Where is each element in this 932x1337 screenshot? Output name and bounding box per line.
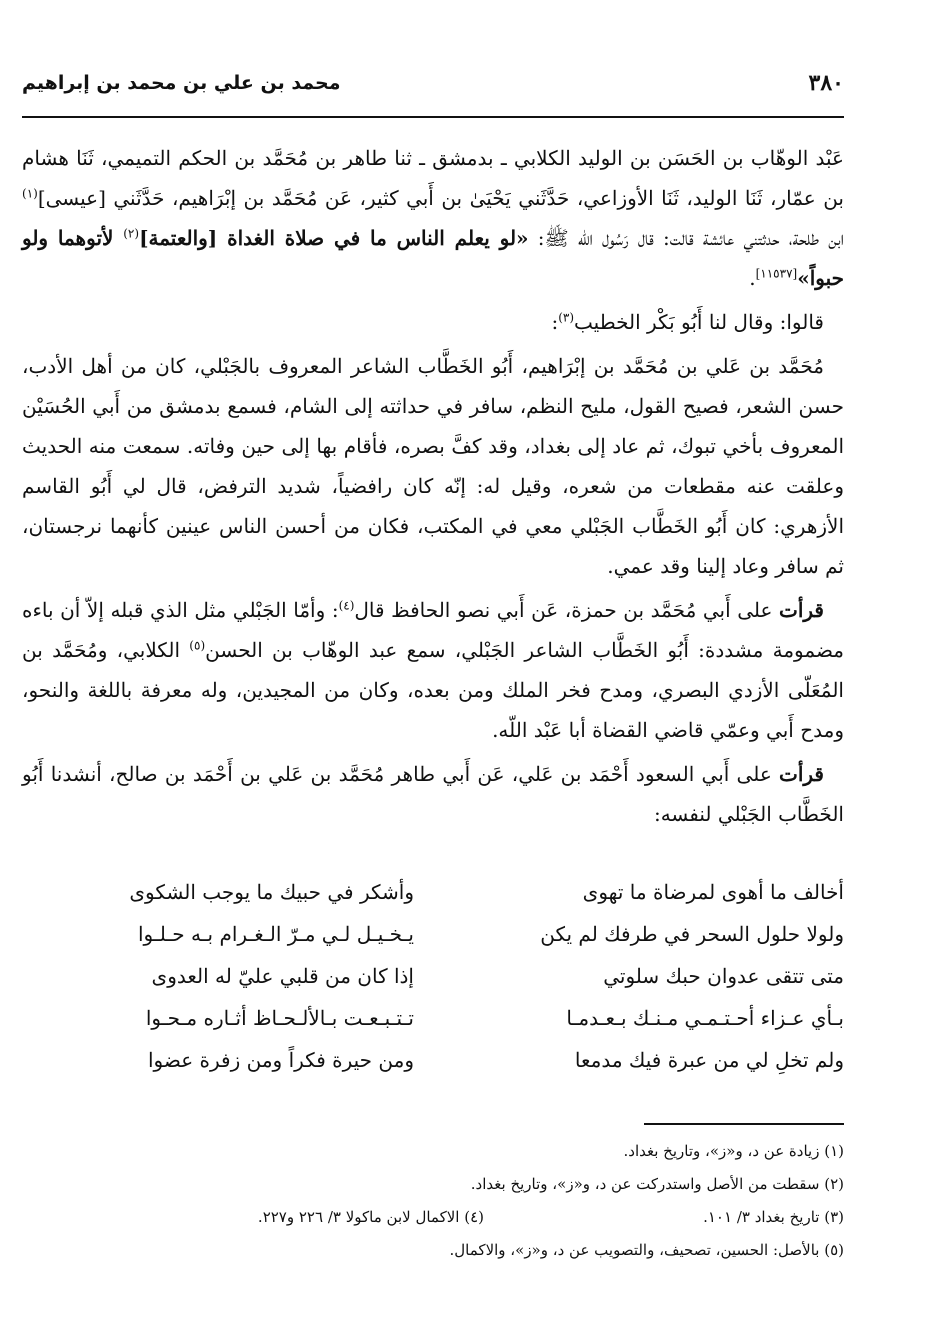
footnote-5: (٥) بالأصل: الحسين، تصحيف، والتصويب عن د، و«ز»، والاكمال. [449,1241,844,1259]
footnote-separator [644,1123,844,1125]
hemistich-second: ومن حيرة فكراً ومن زفرة عضوا [148,1048,414,1072]
paragraph-isnad: عَبْد الوهّاب بن الحَسَن بن الوليد الكلابي ـ بدمشق ـ ثنا طاهر بن مُحَمَّد بن الحكم التميمي، ثَنَا هشام بن عمّار، ثَنَا الوليد، ثَنَا الأوزاعي، حَدَّثَني يَحْيَىٰ بن أَبي كثير، عَن مُحَمَّد بن إبْرَاهيم، حَدَّثَني [عيسى]$^{(١)}$ ابن طلحة، حدثتني عائشة قالت: قال رَسُول الله ﷺ: «لو يعلم الناس ما في صلاة الغداة [والعتمة]$^{(٢)}$ لأتوهما ولو حبواً»[١١٥٣٧]. [22,146,844,290]
page-header [22,62,844,102]
header-rule [22,116,844,118]
footnote-1: (١) زيادة عن د، و«ز»، وتاريخ بغداد. [623,1142,844,1160]
hemistich-first: بـأي عـزاء أحـتـمـي مـنـك بـعـدمـا [566,1006,844,1030]
hemistich-second: يـخـيـل لـي مـرّ الـغـرام بـه حـلـوا [138,922,414,946]
footnote-ref-1: (١) [22,186,38,201]
hemistich-second: تـتـبـعـت بـالألـحـاظ أثـاره مـحـوا [145,1006,414,1030]
page-number: ٣٨٠ [808,70,844,96]
paragraph-poem-intro: قرأت على أَبي السعود أَحْمَد بن عَلي، عَن أَبي طاهر مُحَمَّد بن عَلي بن أَحْمَد بن صالح، أنشدنا أَبُو الخَطَّاب الجَبْلي لنفسه: [22,762,844,826]
hadith-number: [١١٥٣٧] [755,266,798,281]
paragraph-khatib: قالوا: وقال لنا أَبُو بَكْر الخطيب$^{(٣)}$: [551,310,824,334]
footnote-4: (٤) الاكمال لابن ماكولا ٣/ ٢٢٦ و٢٢٧. [257,1208,484,1226]
poem-verse [22,1048,844,1090]
poem-verse [22,1006,844,1048]
hemistich-first: أخالف ما أهوى لمرضاة ما تهوى [582,880,844,904]
hemistich-first: متى تتقى عدوان حبك سلوتي [603,964,844,988]
footnote-ref-5: (٥) [189,638,206,653]
hadith-text: «لو يعلم الناس ما في صلاة الغداة [والعتمة] [139,226,529,250]
footnote-ref-2: (٢) [123,226,140,241]
footnote-row [22,1201,844,1234]
footnote-2: (٢) سقطت من الأصل واستدركت عن د، و«ز»، وتاريخ بغداد. [470,1175,844,1193]
paragraph-biography: مُحَمَّد بن عَلي بن مُحَمَّد بن إبْرَاهيم، أَبُو الخَطَّاب الشاعر المعروف بالجَبْلي، كان من أهل الأدب، حسن الشعر، فصيح القول، مليح النظم، سافر في حداثته إلى الشام، فسمع بدمشق من أَبي الحُسَيْن المعروف بأخي تبوك، ثم عاد إلى بغداد، وقد كفَّ بصره، فأقام بها إلى حين وفاته. سمعت منه الحديث وعلقت عنه مقطعات من شعره، وقيل له: إنّه كان رافضياً، شديد الترفض، قال لي أَبُو القاسم الأزهري: كان أَبُو الخَطَّاب الجَبْلي معي في المكتب، فكان من أحسن الناس عينين كأنهما نرجستان، ثم سافر وعاد إلينا وقد عمي. [22,354,844,578]
main-text [22,138,844,834]
hemistich-second: إذا كان من قلبي عليّ له العدوى [151,964,414,988]
poem-verse [22,964,844,1006]
poem-verse [22,922,844,964]
running-title: محمد بن علي بن محمد بن إبراهيم [22,72,341,94]
poem-verse [22,880,844,922]
footnote-ref-3: (٣) [558,310,575,325]
footnote-3: (٣) تاريخ بغداد ٣/ ١٠١. [703,1208,844,1226]
hemistich-first: ولم تخلِ لي من عبرة فيك مدمعا [574,1048,844,1072]
footnote-ref-4: (٤) [338,598,355,613]
hemistich-first: ولولا حلول السحر في طرفك لم يكن [540,922,844,946]
hemistich-second: وأشكر في حبيك ما يوجب الشكوى [129,880,414,904]
footnotes [22,1135,844,1267]
paragraph-ibn-makula: قرأت على أَبي مُحَمَّد بن حمزة، عَن أَبي نصو الحافظ قال$^{(٤)}$: وأمّا الجَبْلي مثل الذي قبله إلاّ أن باءه مضمومة مشددة: أَبُو الخَطَّاب الشاعر الجَبْلي، سمع عبد الوهّاب بن الحسن$^{(٥)}$ الكلابي، ومُحَمَّد بن المُعَلّى الأزدي البصري، ومدح فخر الملك ومن بعده، وكان من المجيدين، وله معرفة باللغة والنحو، ومدح أَبي وعمّي قاضي القضاة أبا عَبْد اللّه. [22,598,844,742]
poem [22,880,844,1100]
